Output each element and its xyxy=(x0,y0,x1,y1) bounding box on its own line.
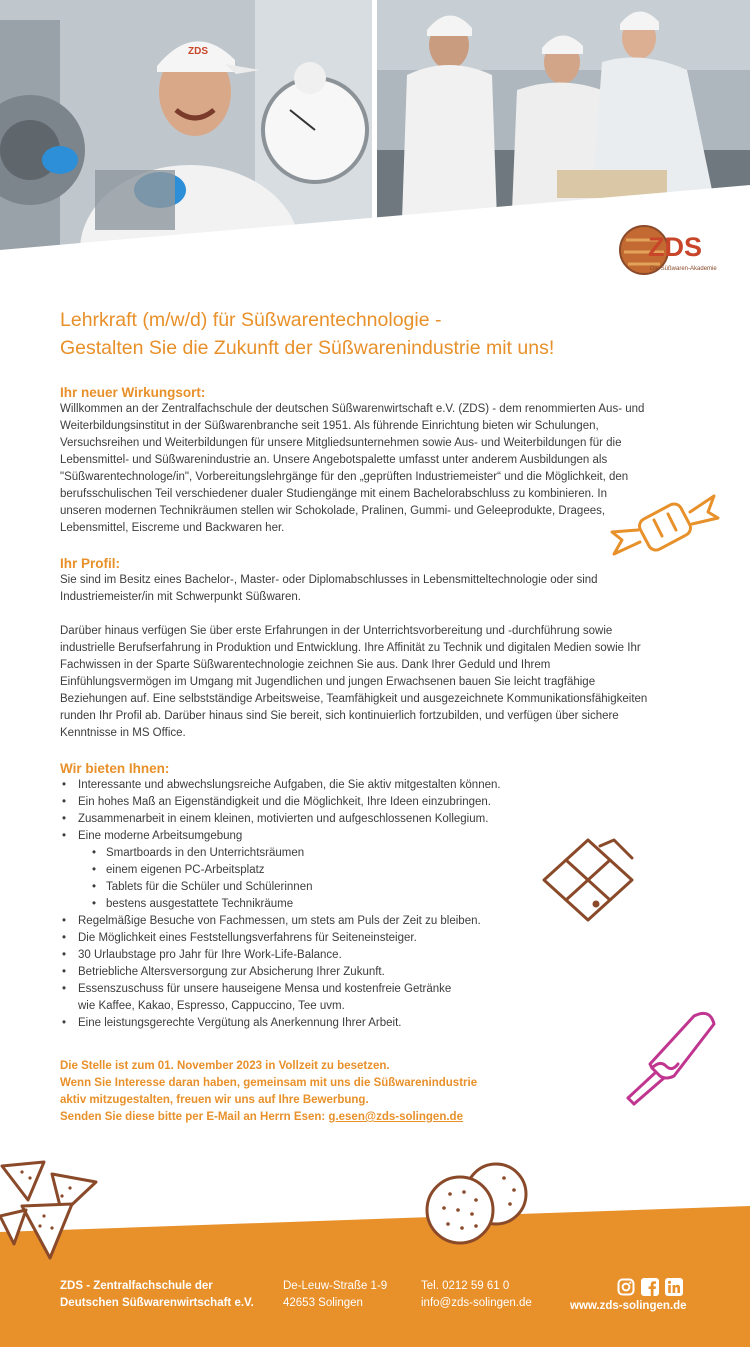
footer-city: 42653 Solingen xyxy=(283,1297,363,1309)
call-to-action xyxy=(60,1058,650,1126)
logo-brand-text: ZDS xyxy=(648,232,702,262)
work-environment-item: • einem eigenen PC-Arbeitsplatz xyxy=(78,862,650,879)
offer-item: • 30 Urlaubstage pro Jahr für Ihre Work-Life-Balance. xyxy=(60,947,650,964)
offer-item-text: Eine moderne Arbeitsumgebung xyxy=(78,830,243,842)
job-posting-content xyxy=(60,306,650,1126)
offer-item: • Zusammenarbeit in einem kleinen, motivierten und aufgeschlossenen Kollegium. xyxy=(60,811,650,828)
footer-organization xyxy=(60,1278,254,1312)
zds-logo xyxy=(618,218,720,282)
cta-line-4: Senden Sie diese bitte per E-Mail an Herrn Esen: xyxy=(60,1111,329,1123)
hero-diagonal-cut xyxy=(0,0,750,250)
footer-org-line-1: ZDS - Zentralfachschule der xyxy=(60,1280,213,1292)
headline-line-2: Gestalten Sie die Zukunft der Süßwarenindustrie mit uns! xyxy=(60,337,555,359)
section-title-angebot: Wir bieten Ihnen: xyxy=(60,761,170,776)
work-environment-item: • bestens ausgestattete Technikräume xyxy=(78,896,650,913)
offer-item-text: Essenszuschuss für unsere hauseigene Mensa und kostenfreie Getränke xyxy=(78,983,452,995)
cta-line-3: aktiv mitzugestalten, freuen wir uns auf Ihre Bewerbung. xyxy=(60,1094,369,1106)
footer-website[interactable]: www.zds-solingen.de xyxy=(570,1300,687,1312)
footer-address xyxy=(283,1278,387,1312)
cookies-icon xyxy=(420,1160,530,1250)
work-environment-item: • Smartboards in den Unterrichtsräumen xyxy=(78,845,650,862)
offer-item-continuation: wie Kaffee, Kakao, Espresso, Cappuccino, Tee uvm. xyxy=(78,1000,345,1012)
zds-logo-mark xyxy=(618,218,720,282)
wirkungsort-text: Willkommen an der Zentralfachschule der deutschen Süßwarenwirtschaft e.V. (ZDS) - dem renommierten Aus- und Weiterbildungsinstitut in der Süßwarenbranche seit 1951. Als führende Einrichtung bieten wir Schulungen, Versuchsreihen und Weiterbildungen für unsere Mitgliedsunternehmen sowie Aus- und Weiterbildungen für die Lebensmittel- und Süßwarenindustrie an. Unsere Angebotspalette umfasst unter anderem Ausbildungen als "Süßwarentechnologe/in", Vorbereitungslehrgänge für den „geprüften Industriemeister“ und die Möglichkeit, den berufsschulischen Teil verschiedener dualer Studiengänge mit einem Bachelorabschluss zu kombinieren. In unseren modernen Technikräumen stellen wir Schokolade, Pralinen, Gummi- und Geleeprodukte, Dragees, Lebensmittel, Eiscreme und Backwaren her. xyxy=(60,403,645,534)
profil-text-1: Sie sind im Besitz eines Bachelor-, Master- oder Diplomabschlusses in Lebensmitteltechnologie oder sind Industriemeister/in mit Schwerpunkt Süßwaren. xyxy=(60,574,598,603)
nacho-chips-icon xyxy=(0,1156,110,1268)
offer-item xyxy=(60,981,650,1015)
linkedin-icon[interactable] xyxy=(665,1278,683,1296)
offer-item: • Eine leistungsgerechte Vergütung als Anerkennung Ihrer Arbeit. xyxy=(60,1015,650,1032)
section-title-profil: Ihr Profil: xyxy=(60,556,120,571)
profil-text-2: Darüber hinaus verfügen Sie über erste Erfahrungen in der Unterrichtsvorbereitung und -durchführung sowie industrielle Berufserfahrung in Produktion und Entwicklung. Ihre Affinität zu Technik und digitalen Medien sowie Ihr Fachwissen in der Sparte Süßwarentechnologie zeichnen Sie aus. Dank Ihrer Geduld und Ihrem Einfühlungsvermögen im Umgang mit Jugendlichen und jungen Erwachsenen bauen Sie leicht tragfähige Beziehungen auf. Eine selbstständige Arbeitsweise, Teamfähigkeit und ausgezeichnete Kommunikationsfähigkeiten runden Ihr Profil ab. Darüber hinaus sind Sie bereit, sich kontinuierlich fortzubilden, und verfügen über sichere Kenntnisse in MS Office. xyxy=(60,625,648,739)
cta-line-1: Die Stelle ist zum 01. November 2023 in Vollzeit zu besetzen. xyxy=(60,1060,390,1072)
footer-org-line-2: Deutschen Süßwarenwirtschaft e.V. xyxy=(60,1297,254,1309)
instagram-icon[interactable] xyxy=(617,1278,635,1296)
ice-cream-icon xyxy=(620,1006,720,1106)
logo-tagline-text: Die Süßwaren-Akademie xyxy=(650,266,717,272)
social-links xyxy=(617,1278,683,1296)
headline-line-1: Lehrkraft (m/w/d) für Süßwarentechnologie - xyxy=(60,309,442,331)
footer-street: De-Leuw-Straße 1-9 xyxy=(283,1280,388,1292)
application-email-link[interactable]: g.esen@zds-solingen.de xyxy=(328,1111,463,1123)
offer-item: • Die Möglichkeit eines Feststellungsverfahrens für Seiteneinsteiger. xyxy=(60,930,650,947)
section-title-wirkungsort: Ihr neuer Wirkungsort: xyxy=(60,385,206,400)
cta-line-2: Wenn Sie Interesse daran haben, gemeinsam mit uns die Süßwarenindustrie xyxy=(60,1077,478,1089)
offer-item: • Ein hohes Maß an Eigenständigkeit und die Möglichkeit, Ihre Ideen einzubringen. xyxy=(60,794,650,811)
offer-item: • Regelmäßige Besuche von Fachmessen, um stets am Puls der Zeit zu bleiben. xyxy=(60,913,650,930)
svg-text:ZDS: ZDS xyxy=(188,46,208,57)
chocolate-bar-icon xyxy=(538,834,638,924)
footer-contact xyxy=(421,1278,532,1312)
candy-icon xyxy=(606,480,722,576)
footer-email[interactable]: info@zds-solingen.de xyxy=(421,1297,532,1309)
work-environment-item: • Tablets für die Schüler und Schülerinnen xyxy=(78,879,650,896)
hero-images xyxy=(0,0,750,250)
job-headline xyxy=(60,306,650,362)
footer-phone[interactable]: Tel. 0212 59 61 0 xyxy=(421,1280,510,1292)
facebook-icon[interactable] xyxy=(641,1278,659,1296)
offer-item: • Betriebliche Altersversorgung zur Absicherung Ihrer Zukunft. xyxy=(60,964,650,981)
offer-item: • Interessante und abwechslungsreiche Aufgaben, die Sie aktiv mitgestalten können. xyxy=(60,777,650,794)
